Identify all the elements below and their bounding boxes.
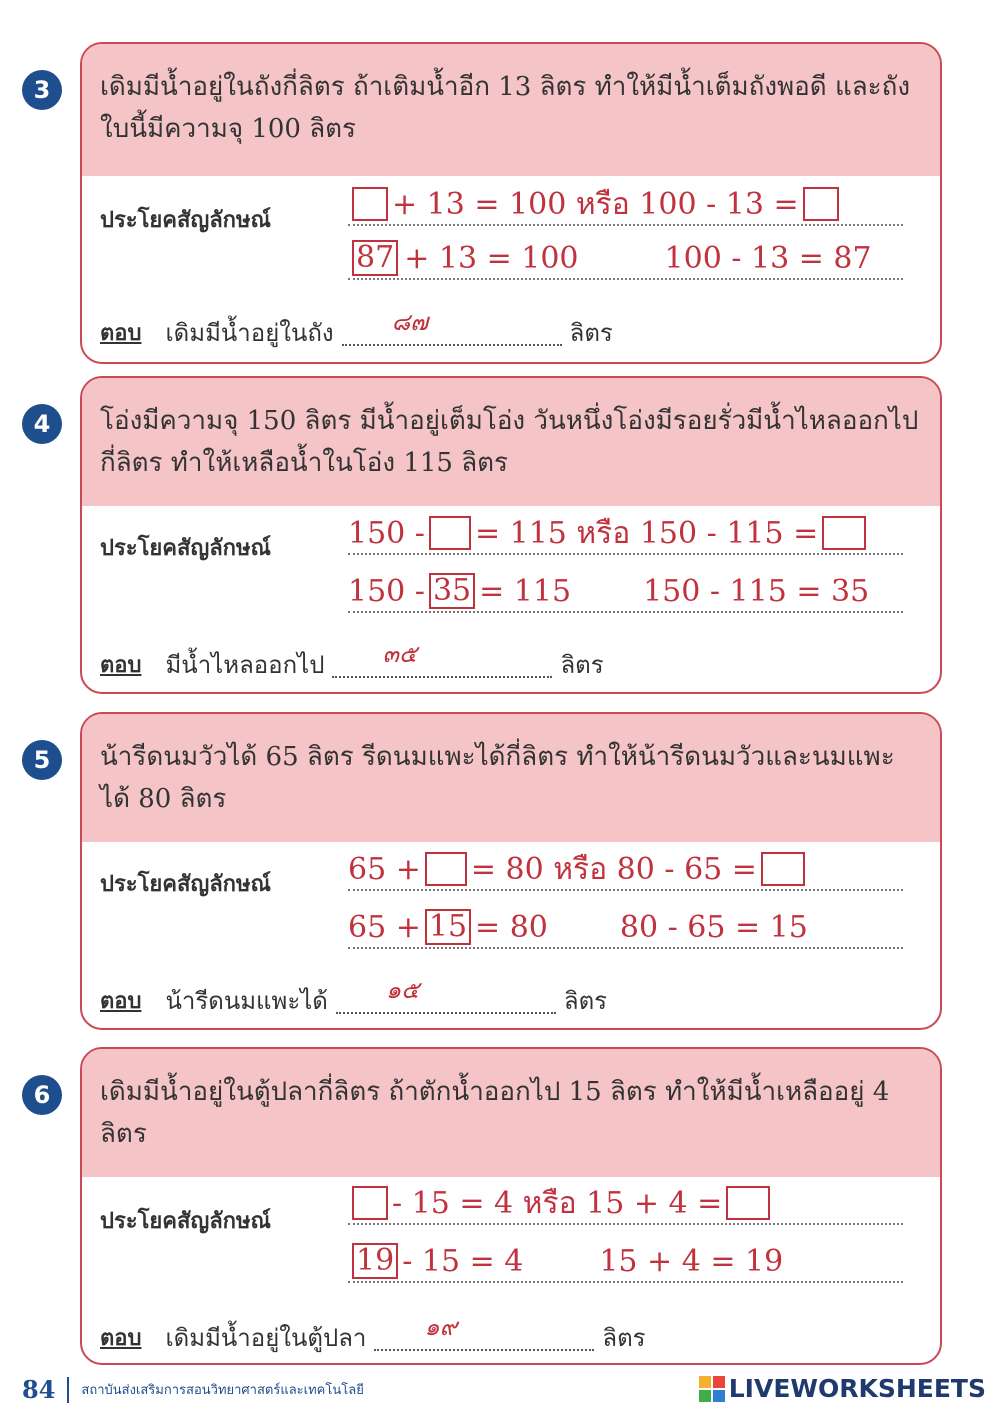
question-band	[82, 44, 940, 176]
answer-row	[100, 976, 920, 1020]
problem-3	[33, 42, 942, 364]
answer-row	[100, 308, 920, 352]
equation-row-2	[348, 1241, 903, 1283]
answer-box-empty[interactable]	[352, 1186, 388, 1220]
equation-row-2	[348, 907, 903, 949]
answer-box-empty[interactable]	[803, 187, 839, 221]
answer-unit: ลิตร	[560, 650, 604, 679]
answer-row	[100, 1313, 920, 1357]
equation-text: 80 - 65 = 15	[619, 909, 808, 945]
equation-row-1	[348, 849, 903, 891]
equation-text: = 115 หรือ 150 - 115 =	[474, 515, 819, 551]
answer-box-filled[interactable]: 15	[425, 909, 471, 945]
answer-box-filled[interactable]: 87	[352, 240, 398, 276]
problem-5	[33, 712, 942, 1030]
equation-text: 15 + 4 = 19	[599, 1243, 784, 1279]
answer-prefix: เดิมมีน้ำอยู่ในตู้ปลา	[165, 1323, 367, 1352]
equation-text: = 80 หรือ 80 - 65 =	[470, 851, 757, 887]
problem-number-badge: 4	[22, 404, 62, 444]
symbol-label: ประโยคสัญลักษณ์	[100, 208, 271, 233]
answer-label: ตอบ	[100, 320, 142, 346]
equation-row-2	[348, 238, 903, 280]
question-text: น้ารีดนมวัวได้ 65 ลิตร รีดนมแพะได้กี่ลิตร ทำให้น้ารีดนมวัวและนมแพะได้ 80 ลิตร	[100, 742, 895, 814]
answer-value: ๓๕	[382, 640, 418, 668]
problem-4	[33, 376, 942, 694]
equation-text: 65 +	[348, 909, 421, 945]
answer-box-filled[interactable]: 19	[352, 1243, 398, 1279]
answer-box-empty[interactable]	[429, 516, 471, 550]
problem-card	[80, 712, 942, 1030]
answer-box-empty[interactable]	[822, 516, 866, 550]
equation-text: 150 - 115 = 35	[643, 573, 870, 609]
answer-value: ๑๙	[424, 1313, 458, 1341]
question-text: เดิมมีน้ำอยู่ในตู้ปลากี่ลิตร ถ้าตักน้ำออกไป 15 ลิตร ทำให้มีน้ำเหลืออยู่ 4 ลิตร	[100, 1077, 890, 1149]
answer-box-empty[interactable]	[726, 1186, 770, 1220]
equation-text: 150 -	[348, 515, 425, 551]
problem-card	[80, 42, 942, 364]
answer-blank[interactable]	[342, 308, 562, 346]
answer-value: ๑๕	[385, 976, 420, 1004]
equation-text: 65 +	[348, 851, 421, 887]
equation-row-1	[348, 184, 903, 226]
question-band	[82, 378, 940, 506]
equation-row-1	[348, 1183, 903, 1225]
brand-name: LIVEWORKSHEETS	[728, 1374, 986, 1403]
problem-number-badge: 3	[22, 70, 62, 110]
question-band	[82, 1049, 940, 1177]
question-band	[82, 714, 940, 842]
equation-text: + 13 = 100	[404, 240, 579, 276]
answer-box-empty[interactable]	[352, 187, 388, 221]
symbol-label: ประโยคสัญลักษณ์	[100, 536, 271, 561]
answer-blank[interactable]	[374, 1313, 594, 1351]
publisher-name: สถาบันส่งเสริมการสอนวิทยาศาสตร์และเทคโนโลยี	[81, 1383, 364, 1398]
footer-divider	[67, 1377, 69, 1403]
answer-prefix: เดิมมีน้ำอยู่ในถัง	[165, 318, 334, 347]
answer-label: ตอบ	[100, 652, 142, 678]
page-number: 84	[22, 1375, 56, 1404]
question-text: เดิมมีน้ำอยู่ในถังกี่ลิตร ถ้าเติมน้ำอีก 13 ลิตร ทำให้มีน้ำเต็มถังพอดี และถังใบนี้มีความจุ 100 ลิตร	[100, 72, 911, 144]
answer-box-filled[interactable]: 35	[429, 573, 475, 609]
problem-card	[80, 1047, 942, 1365]
symbol-label: ประโยคสัญลักษณ์	[100, 1209, 271, 1234]
problem-card	[80, 376, 942, 694]
answer-blank[interactable]	[332, 640, 552, 678]
question-text: โอ่งมีความจุ 150 ลิตร มีน้ำอยู่เต็มโอ่ง วันหนึ่งโอ่งมีรอยรั่วมีน้ำไหลออกไปกี่ลิตร ทำให้เหลือน้ำในโอ่ง 115 ลิตร	[100, 406, 919, 478]
equation-text: 100 - 13 = 87	[664, 240, 872, 276]
answer-unit: ลิตร	[569, 318, 613, 347]
answer-box-empty[interactable]	[761, 852, 805, 886]
problem-number-badge: 6	[22, 1075, 62, 1115]
answer-unit: ลิตร	[563, 986, 608, 1015]
equation-row-1	[348, 513, 903, 555]
equation-text: + 13 = 100 หรือ 100 - 13 =	[392, 186, 799, 222]
answer-value: ๘๗	[391, 308, 429, 336]
symbol-label: ประโยคสัญลักษณ์	[100, 872, 271, 897]
equation-text: - 15 = 4 หรือ 15 + 4 =	[392, 1185, 723, 1221]
answer-label: ตอบ	[100, 1325, 142, 1351]
problem-number-badge: 5	[22, 740, 62, 780]
equation-text: 150 -	[348, 573, 425, 609]
answer-box-empty[interactable]	[425, 852, 467, 886]
page-footer	[22, 1375, 364, 1404]
equation-row-2	[348, 571, 903, 613]
answer-prefix: มีน้ำไหลออกไป	[165, 650, 325, 679]
equation-text: = 80	[475, 909, 548, 945]
answer-label: ตอบ	[100, 988, 142, 1014]
equation-text: = 115	[479, 573, 572, 609]
liveworksheets-logo-icon	[699, 1376, 725, 1402]
answer-blank[interactable]	[336, 976, 556, 1014]
answer-prefix: น้ารีดนมแพะได้	[165, 986, 328, 1015]
problem-6	[33, 1047, 942, 1365]
answer-unit: ลิตร	[602, 1323, 646, 1352]
equation-text: - 15 = 4	[402, 1243, 524, 1279]
answer-row	[100, 640, 920, 684]
liveworksheets-brand[interactable]	[699, 1374, 986, 1403]
